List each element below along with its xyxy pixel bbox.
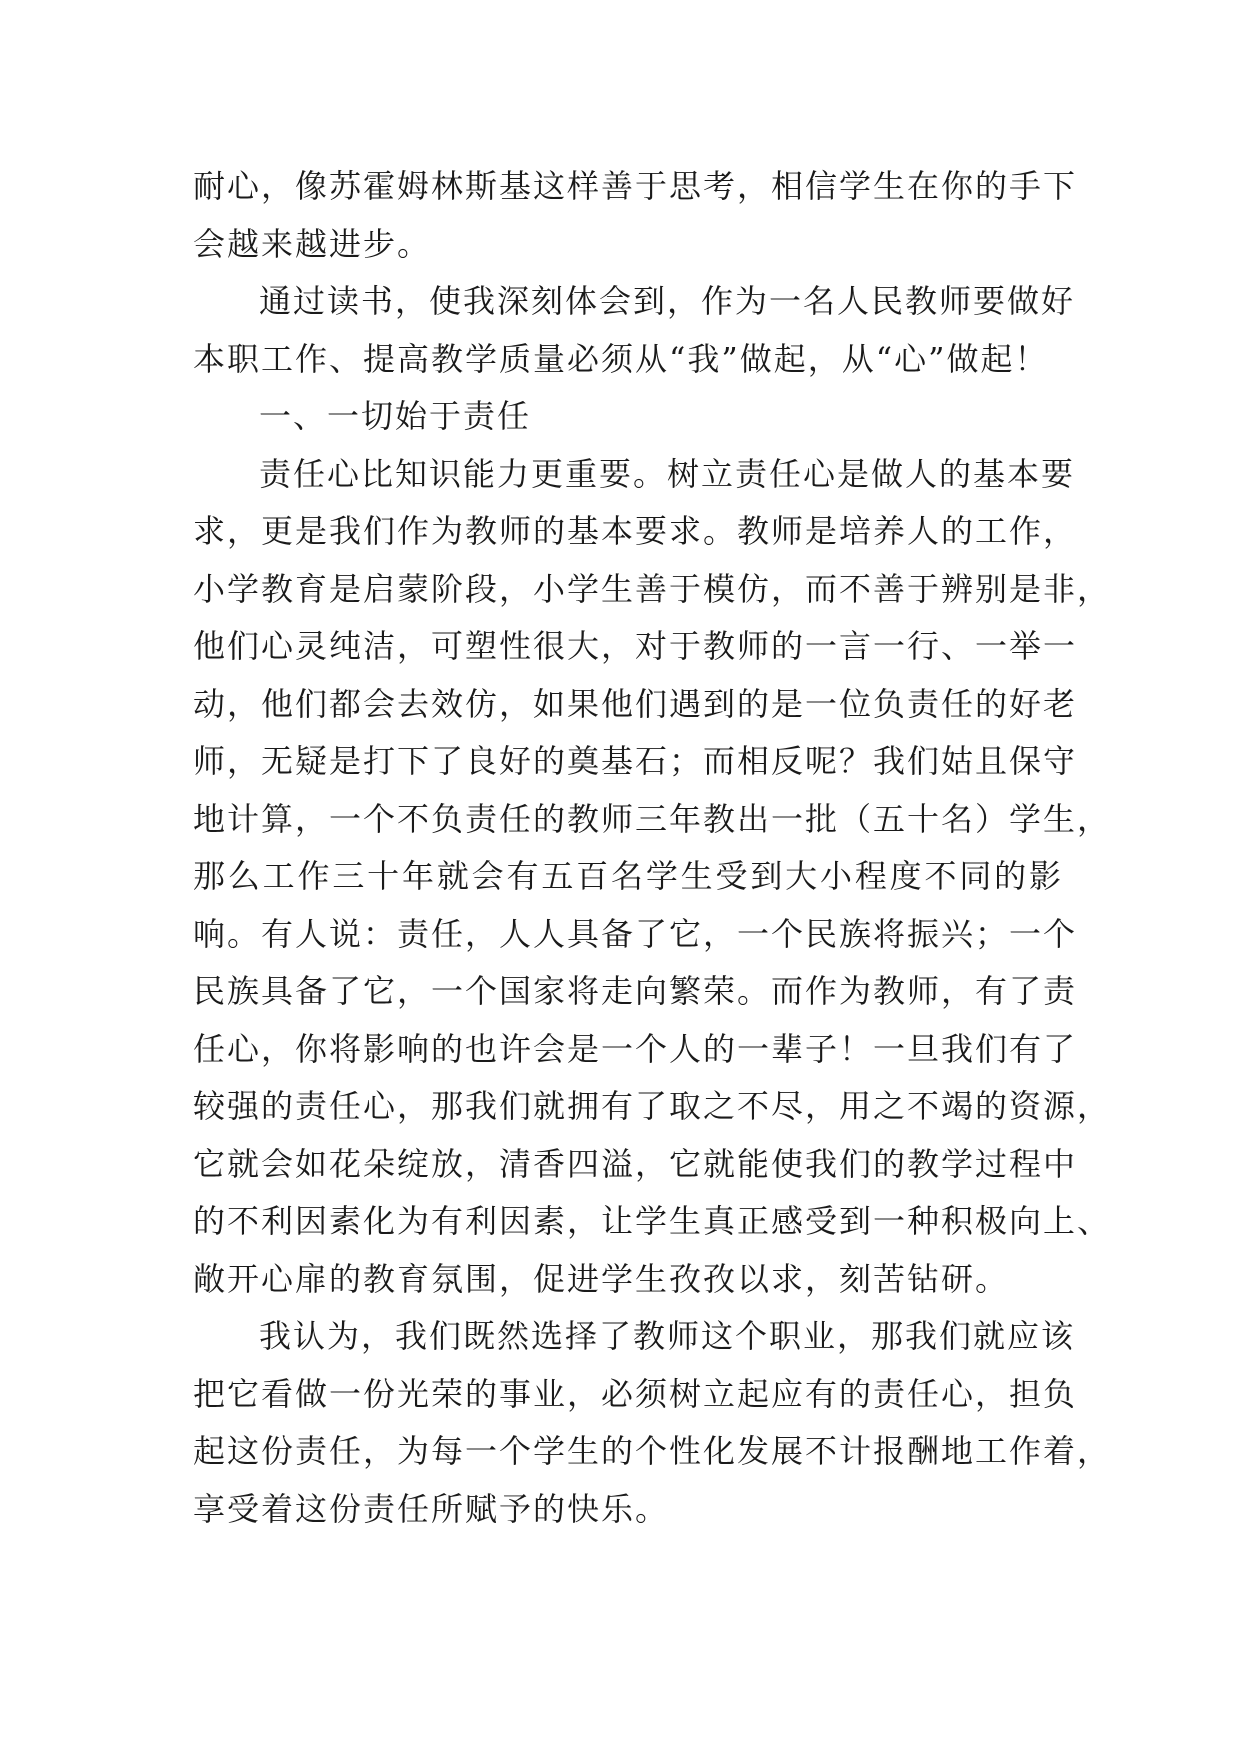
text-line: 响。有人说：责任，人人具备了它，一个民族将振兴；一个 bbox=[193, 914, 1078, 953]
text-line: 会越来越进步。 bbox=[193, 224, 432, 263]
text-line: 较强的责任心，那我们就拥有了取之不尽，用之不竭的资源， bbox=[193, 1087, 1112, 1125]
paragraph-4 bbox=[193, 1308, 1112, 1538]
text-line: 任心，你将影响的也许会是一个人的一辈子！一旦我们有了 bbox=[193, 1029, 1078, 1068]
paragraph-1 bbox=[193, 158, 1078, 273]
text-line: 师，无疑是打下了良好的奠基石；而相反呢？我们姑且保守 bbox=[193, 742, 1078, 780]
text-line: 起这份责任，为每一个学生的个性化发展不计报酬地工作着， bbox=[193, 1432, 1112, 1470]
text-line: 通过读书，使我深刻体会到，作为一名人民教师要做好 bbox=[259, 282, 1076, 320]
text-line: 他们心灵纯洁，可塑性很大，对于教师的一言一行、一举一 bbox=[193, 627, 1078, 665]
paragraph-2 bbox=[193, 273, 1076, 388]
text-line: 动，他们都会去效仿，如果他们遇到的是一位负责任的好老 bbox=[193, 684, 1078, 723]
text-line: 享受着这份责任所赋予的快乐。 bbox=[193, 1489, 670, 1528]
text-line: 地计算，一个不负责任的教师三年教出一批（五十名）学生， bbox=[193, 799, 1112, 838]
paragraph-3 bbox=[193, 446, 1112, 1309]
section-heading bbox=[193, 388, 1063, 446]
text-line: 本职工作、提高教学质量必须从“我”做起，从“心”做起！ bbox=[193, 339, 1049, 378]
heading-text: 一、一切始于责任 bbox=[259, 397, 532, 435]
text-line: 民族具备了它，一个国家将走向繁荣。而作为教师，有了责 bbox=[193, 972, 1078, 1010]
text-line: 敞开心扉的教育氛围，促进学生孜孜以求，刻苦钻研。 bbox=[193, 1259, 1010, 1298]
text-line: 它就会如花朵绽放，清香四溢，它就能使我们的教学过程中 bbox=[193, 1144, 1078, 1183]
text-line: 我认为，我们既然选择了教师这个职业，那我们就应该 bbox=[259, 1317, 1076, 1355]
text-line: 耐心，像苏霍姆林斯基这样善于思考，相信学生在你的手下 bbox=[193, 167, 1078, 205]
text-line: 求，更是我们作为教师的基本要求。教师是培养人的工作， bbox=[193, 512, 1078, 550]
text-line: 那么工作三十年就会有五百名学生受到大小程度不同的影 bbox=[193, 857, 1063, 895]
text-line: 把它看做一份光荣的事业，必须树立起应有的责任心，担负 bbox=[193, 1374, 1078, 1413]
text-line: 责任心比知识能力更重要。树立责任心是做人的基本要 bbox=[259, 454, 1076, 493]
text-line: 的不利因素化为有利因素，让学生真正感受到一种积极向上、 bbox=[193, 1202, 1112, 1240]
document-body bbox=[193, 158, 1112, 1538]
text-line: 小学教育是启蒙阶段，小学生善于模仿，而不善于辨别是非， bbox=[193, 569, 1112, 608]
